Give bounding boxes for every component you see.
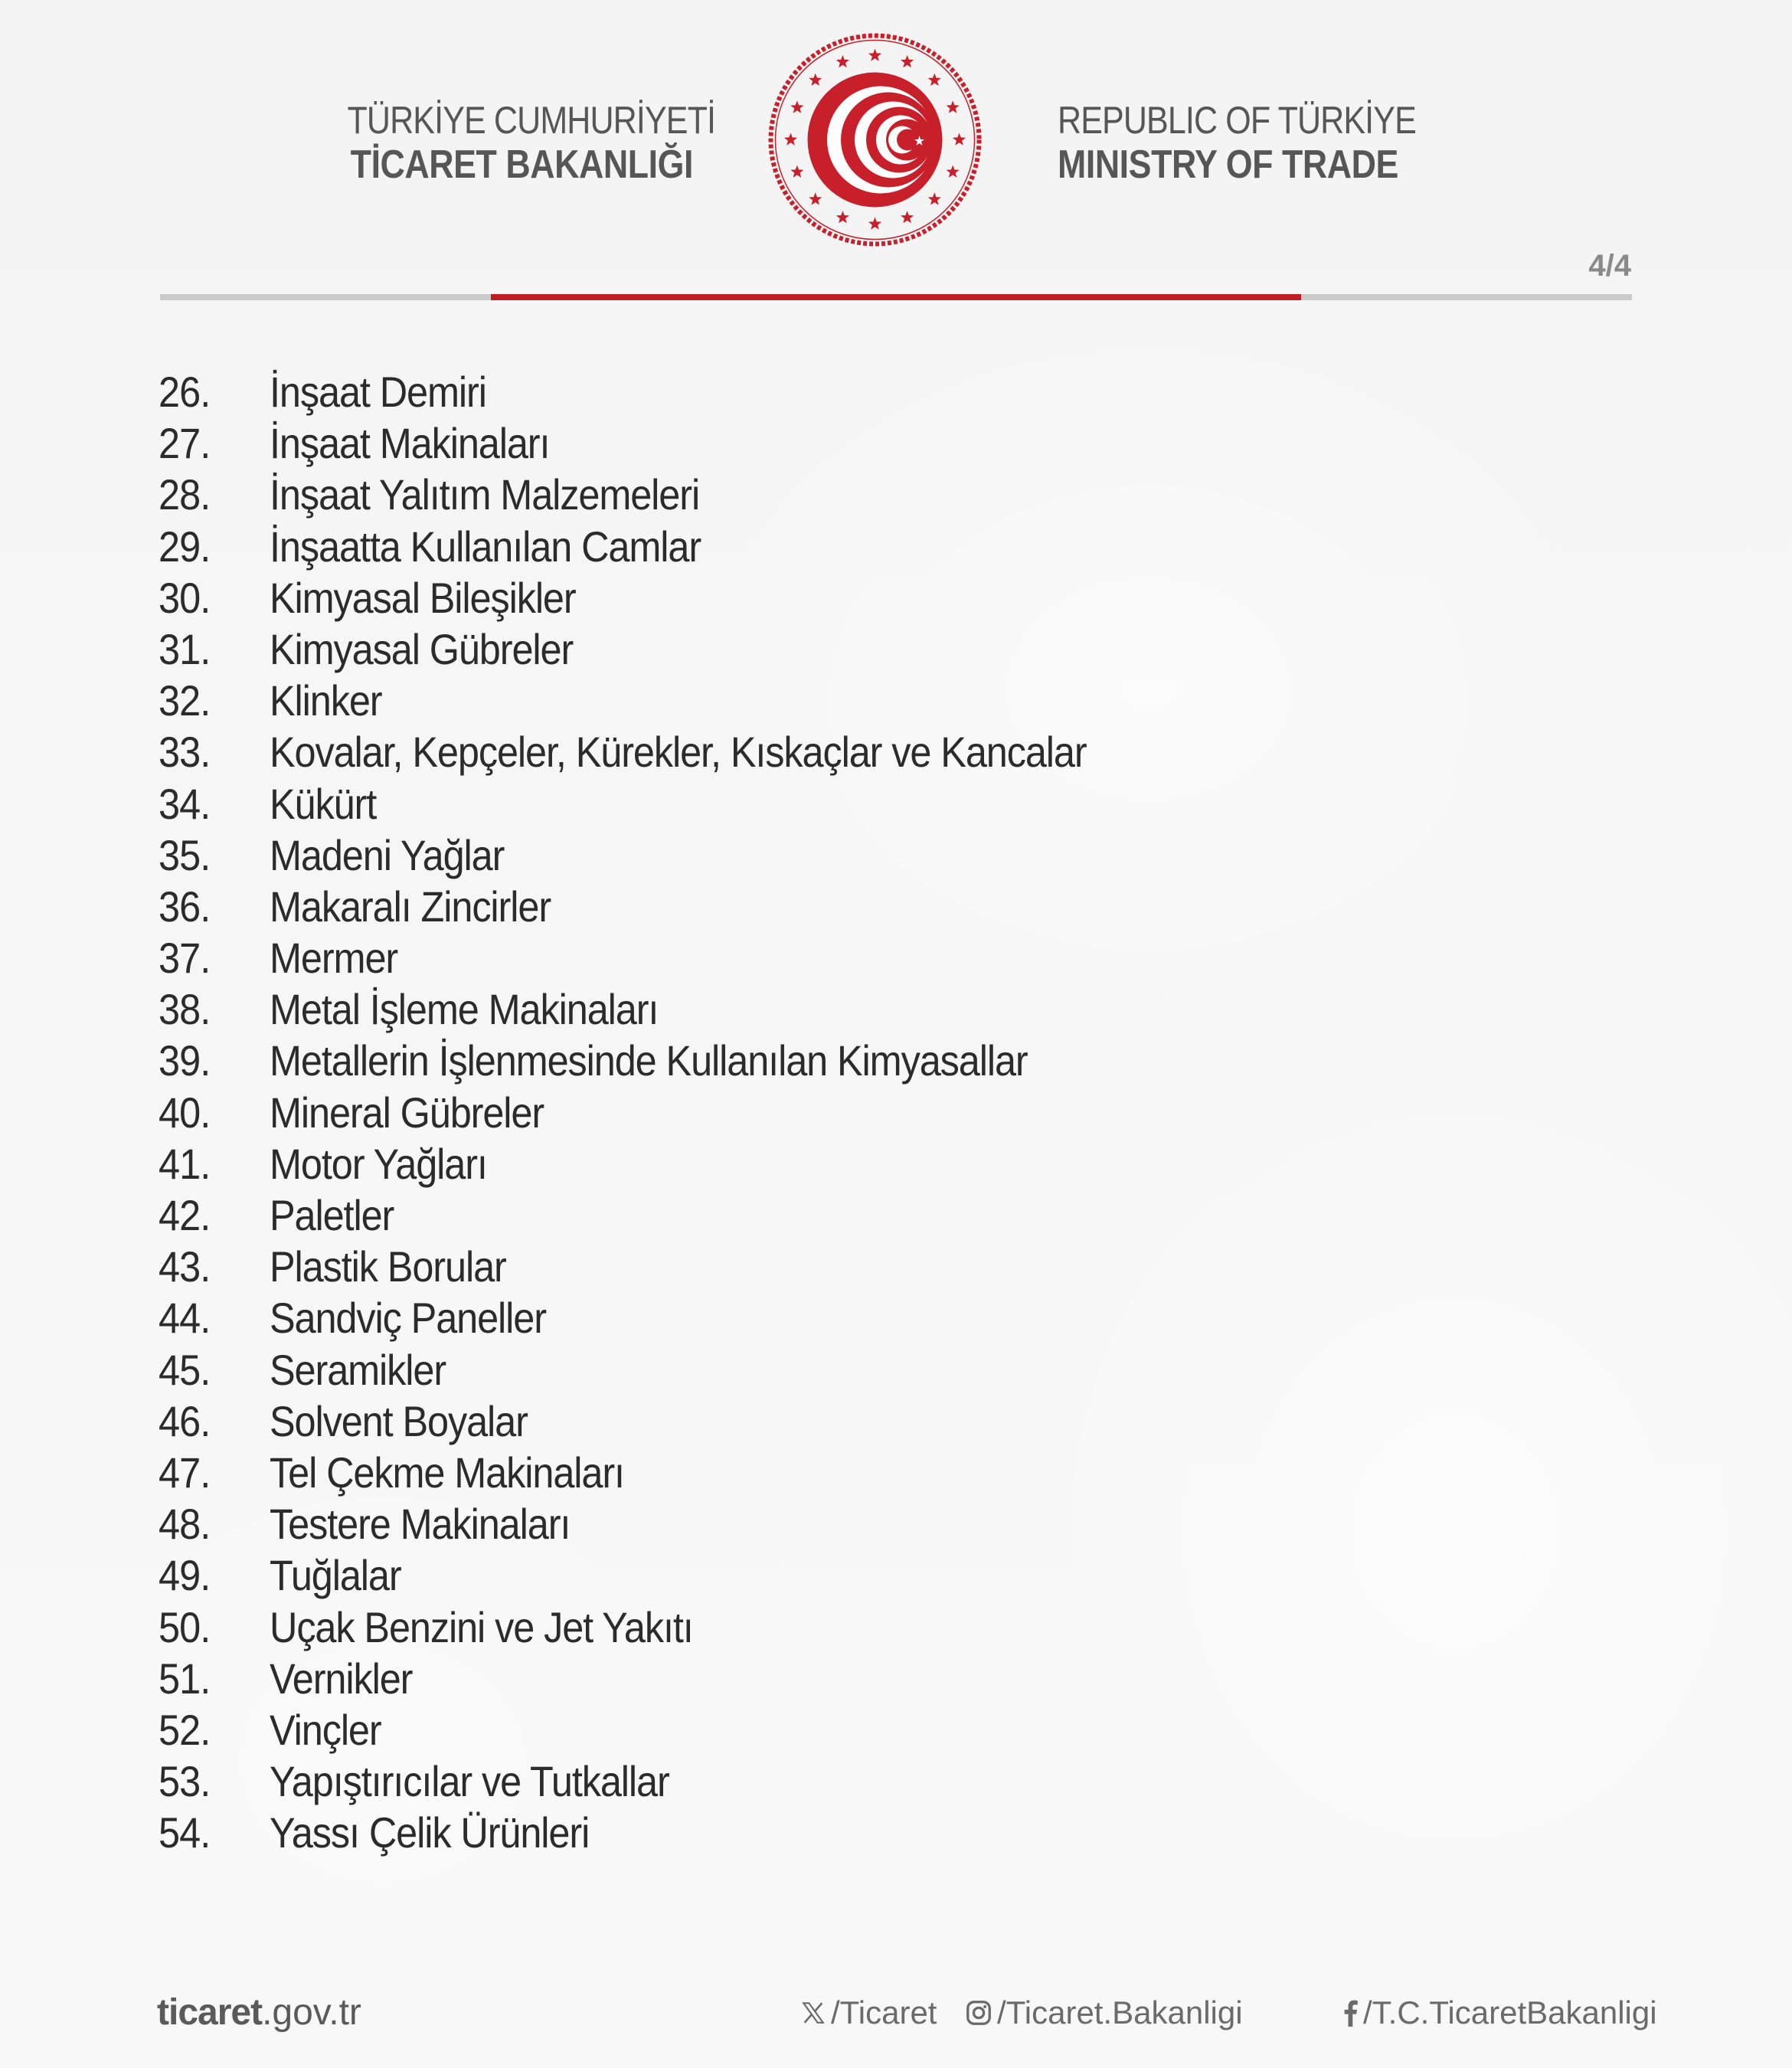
website-domain-bold: ticaret bbox=[157, 1992, 263, 2033]
list-item-number: 39. bbox=[159, 1036, 211, 1085]
list-item-text: Yapıştırıcılar ve Tutkallar bbox=[270, 1757, 669, 1806]
list-item-text: Makaralı Zincirler bbox=[270, 882, 551, 931]
list-item bbox=[159, 1704, 1614, 1756]
list-item bbox=[159, 1602, 1614, 1653]
list-item bbox=[159, 572, 1614, 623]
list-item-text: İnşaatta Kullanılan Camlar bbox=[270, 522, 701, 571]
list-item bbox=[159, 1241, 1614, 1292]
list-item bbox=[159, 778, 1614, 829]
list-item bbox=[159, 1549, 1614, 1601]
website-link[interactable] bbox=[157, 1991, 361, 2034]
list-item-number: 43. bbox=[159, 1242, 211, 1291]
list-item-text: Kovalar, Kepçeler, Kürekler, Kıskaçlar ve Kancalar bbox=[270, 728, 1087, 777]
list-item bbox=[159, 1189, 1614, 1241]
list-item-text: Sandviç Paneller bbox=[270, 1294, 546, 1343]
list-item bbox=[159, 1447, 1614, 1498]
list-item-text: Solvent Boyalar bbox=[270, 1396, 528, 1445]
list-item-text: İnşaat Makinaları bbox=[270, 419, 550, 468]
list-item bbox=[159, 1807, 1614, 1858]
list-item-number: 53. bbox=[159, 1757, 211, 1806]
list-item-number: 45. bbox=[159, 1345, 211, 1394]
list-item-text: Metallerin İşlenmesinde Kullanılan Kimyasallar bbox=[270, 1036, 1028, 1085]
list-item-text: Plastik Borular bbox=[270, 1242, 506, 1291]
list-item bbox=[159, 983, 1614, 1035]
list-item-text: İnşaat Demiri bbox=[270, 368, 486, 416]
list-item-text: Kimyasal Bileşikler bbox=[270, 573, 576, 622]
list-item-number: 35. bbox=[159, 830, 211, 879]
list-item-text: Vinçler bbox=[270, 1705, 381, 1754]
list-item-number: 42. bbox=[159, 1191, 211, 1239]
list-item-number: 29. bbox=[159, 522, 211, 571]
header-turkish-title bbox=[291, 98, 716, 187]
list-item-number: 46. bbox=[159, 1396, 211, 1445]
list-item-number: 52. bbox=[159, 1705, 211, 1754]
list-item bbox=[159, 932, 1614, 983]
list-item-number: 38. bbox=[159, 985, 211, 1034]
list-item bbox=[159, 829, 1614, 881]
list-item-text: Metal İşleme Makinaları bbox=[270, 985, 659, 1034]
list-item-number: 37. bbox=[159, 934, 211, 983]
list-item-text: Kükürt bbox=[270, 779, 377, 828]
instagram-icon bbox=[965, 1999, 997, 2027]
list-item bbox=[159, 366, 1614, 417]
list-item bbox=[159, 1035, 1614, 1086]
header-left-line2: TİCARET BAKANLIĞI bbox=[350, 142, 693, 187]
list-item-text: Kimyasal Gübreler bbox=[270, 624, 574, 673]
list-item-text: İnşaat Yalıtım Malzemeleri bbox=[270, 470, 700, 519]
social-link-facebook[interactable] bbox=[1342, 1994, 1657, 2031]
social-handle-facebook: /T.C.TicaretBakanligi bbox=[1363, 1994, 1657, 2030]
list-item bbox=[159, 675, 1614, 726]
social-link-instagram[interactable] bbox=[965, 1994, 1243, 2031]
list-item-text: Tel Çekme Makinaları bbox=[270, 1448, 624, 1497]
social-handle-instagram: /Ticaret.Bakanligi bbox=[997, 1994, 1243, 2030]
list-item-text: Motor Yağları bbox=[270, 1139, 487, 1188]
header-left-line1: TÜRKİYE CUMHURİYETİ bbox=[347, 99, 716, 142]
facebook-icon bbox=[1342, 1999, 1363, 2027]
list-item-text: Seramikler bbox=[270, 1345, 446, 1394]
list-item bbox=[159, 1292, 1614, 1343]
list-item-number: 33. bbox=[159, 728, 211, 777]
list-item-number: 54. bbox=[159, 1808, 211, 1857]
list-item-number: 32. bbox=[159, 676, 211, 725]
list-item-number: 41. bbox=[159, 1139, 211, 1188]
header-right-line2: MINISTRY OF TRADE bbox=[1058, 142, 1398, 187]
list-item bbox=[159, 521, 1614, 572]
list-item bbox=[159, 1756, 1614, 1807]
list-item-text: Klinker bbox=[270, 676, 382, 725]
list-item-number: 40. bbox=[159, 1088, 211, 1137]
list-item bbox=[159, 726, 1614, 777]
list-item-number: 34. bbox=[159, 779, 211, 828]
header-right-line1: REPUBLIC OF TÜRKİYE bbox=[1058, 99, 1416, 142]
list-item-number: 27. bbox=[159, 419, 211, 468]
x-twitter-icon bbox=[800, 2000, 831, 2026]
list-item bbox=[159, 1138, 1614, 1189]
list-item-number: 30. bbox=[159, 573, 211, 622]
list-item-number: 49. bbox=[159, 1551, 211, 1600]
list-item-text: Uçak Benzini ve Jet Yakıtı bbox=[270, 1602, 693, 1651]
website-domain-suffix: .gov.tr bbox=[262, 1992, 361, 2033]
list-item bbox=[159, 1498, 1614, 1549]
list-item-text: Tuğlalar bbox=[270, 1551, 401, 1600]
list-item-text: Paletler bbox=[270, 1191, 394, 1239]
list-item-number: 26. bbox=[159, 368, 211, 416]
list-item-number: 28. bbox=[159, 470, 211, 519]
list-item-text: Testere Makinaları bbox=[270, 1500, 571, 1549]
list-item-number: 48. bbox=[159, 1500, 211, 1549]
list-item-number: 36. bbox=[159, 882, 211, 931]
list-item bbox=[159, 417, 1614, 469]
page-counter: 4/4 bbox=[1588, 249, 1631, 283]
product-list bbox=[159, 366, 1614, 1858]
ministry-emblem-icon bbox=[766, 31, 984, 249]
list-item-text: Vernikler bbox=[270, 1654, 413, 1703]
list-item bbox=[159, 1087, 1614, 1138]
list-item-number: 47. bbox=[159, 1448, 211, 1497]
list-item-text: Mineral Gübreler bbox=[270, 1088, 544, 1137]
list-item-number: 44. bbox=[159, 1294, 211, 1343]
list-item bbox=[159, 469, 1614, 520]
list-item bbox=[159, 1396, 1614, 1447]
progress-indicator bbox=[491, 294, 1301, 300]
list-item bbox=[159, 1653, 1614, 1704]
list-item-text: Madeni Yağlar bbox=[270, 830, 505, 879]
list-item bbox=[159, 881, 1614, 932]
list-item bbox=[159, 623, 1614, 675]
list-item-text: Yassı Çelik Ürünleri bbox=[270, 1808, 590, 1857]
list-item-number: 50. bbox=[159, 1602, 211, 1651]
social-link-x[interactable] bbox=[800, 1994, 937, 2031]
list-item-text: Mermer bbox=[270, 934, 398, 983]
list-item-number: 31. bbox=[159, 624, 211, 673]
header-english-title bbox=[1058, 98, 1456, 187]
list-item bbox=[159, 1344, 1614, 1396]
list-item-number: 51. bbox=[159, 1654, 211, 1703]
social-handle-x: /Ticaret bbox=[831, 1994, 937, 2030]
footer bbox=[0, 1984, 1792, 2045]
